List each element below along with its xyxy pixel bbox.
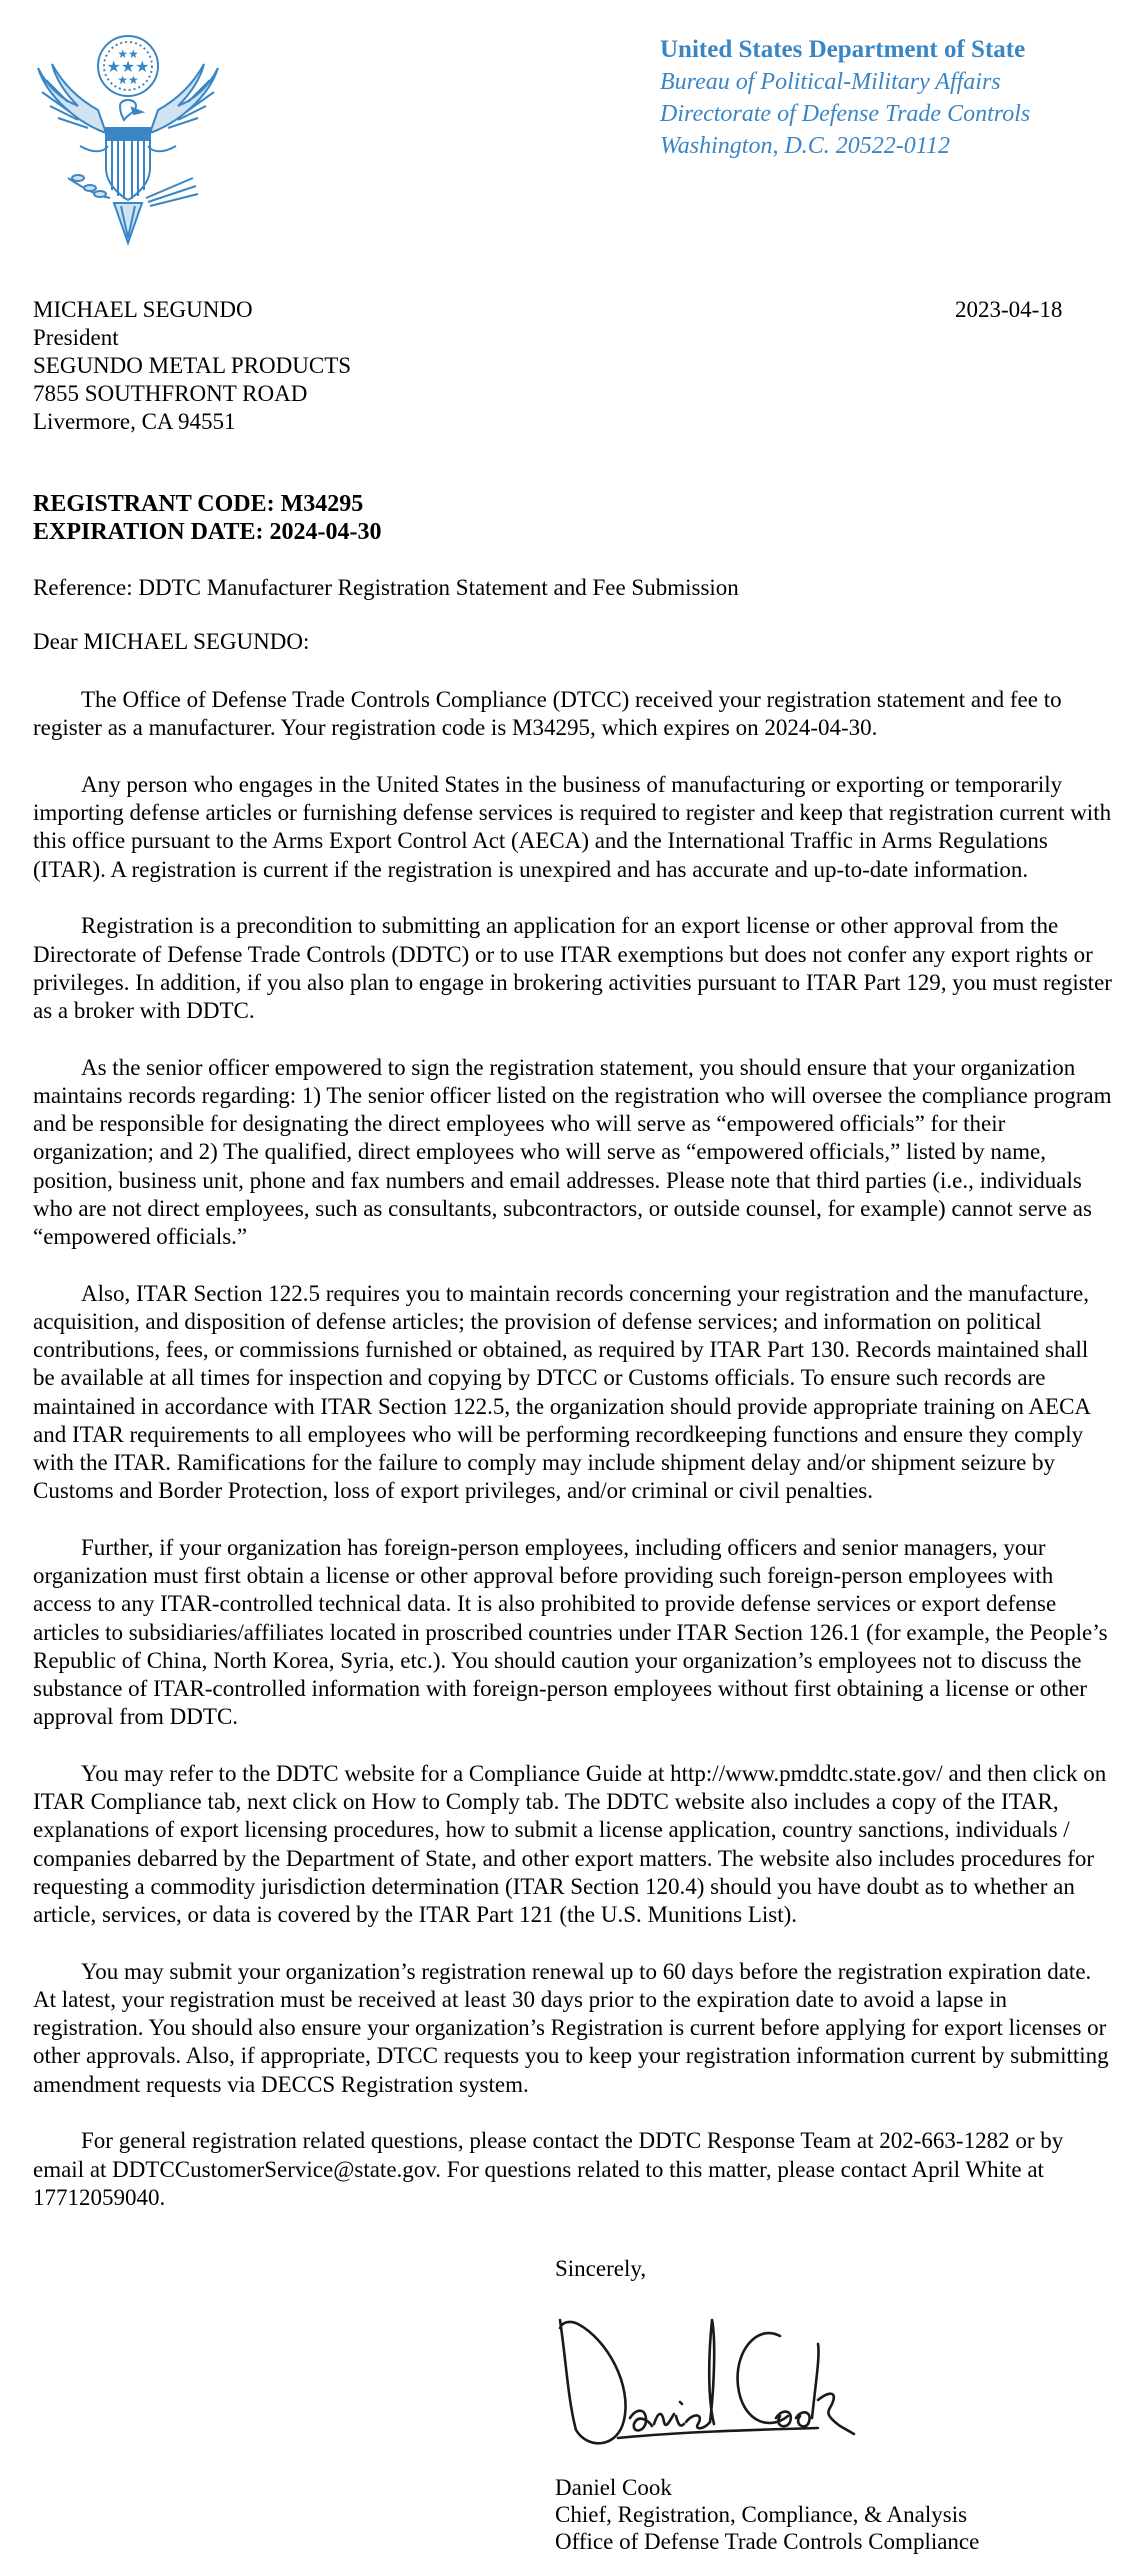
letterhead bbox=[660, 34, 1120, 162]
body-paragraph: For general registration related questions, please contact the DDTC Response Team at 202-663-1282 or by email at DDTCCustomerService@state.gov. For questions related to this matter, please contact April White at 17712059040. bbox=[33, 2128, 1064, 2210]
body-paragraph: Registration is a precondition to submitting an application for an export license or other approval from the Directorate of Defense Trade Controls (DDTC) or to use ITAR exemptions but does not confer any export rights or privileges. In addition, if you also plan to engage in brokering activities pursuant to ITAR Part 129, you must register as a broker with DDTC. bbox=[33, 913, 1112, 1024]
registrant-info bbox=[33, 490, 381, 546]
directorate-name: Directorate of Defense Trade Controls bbox=[660, 101, 1031, 127]
svg-text:★★: ★★ bbox=[117, 47, 139, 61]
body-paragraph: Any person who engages in the United States in the business of manufacturing or exporting or temporarily importing defense articles or furnishing defense services is required to register and keep that registration current with this office pursuant to the Arms Export Control Act (AECA) and the International Traffic in Arms Regulations (ITAR). A registration is current if the registration is unexpired and has accurate and up-to-date information. bbox=[33, 772, 1112, 882]
letterhead-city: Washington, D.C. 20522-0112 bbox=[660, 133, 951, 159]
closing: Sincerely, bbox=[555, 2256, 647, 2281]
svg-text:★★★: ★★★ bbox=[106, 57, 150, 76]
signer-title: Chief, Registration, Compliance, & Analysis bbox=[555, 2502, 968, 2527]
handwritten-signature-icon bbox=[548, 2300, 868, 2460]
expiration-date: EXPIRATION DATE: 2024-04-30 bbox=[33, 519, 382, 545]
body-paragraph: Also, ITAR Section 122.5 requires you to maintain records concerning your registration and the manufacture, acquisition, and disposition of defense articles; the provision of defense services; and information on political contributions, fees, or commissions furnished or obtained, as required by ITAR Part 130. Records maintained shall be available at all times for inspection and copying by DTCC or Customs officials. To ensure such records are maintained in accordance with ITAR Section 122.5, the organization should provide appropriate training on AECA and ITAR requirements to all employees who will be performing recordkeeping functions and ensure they comply with the ITAR. Ramifications for the failure to comply may include shipment delay and/or shipment seizure by Customs and Border Protection, loss of export privileges, and/or criminal or civil penalties. bbox=[33, 1280, 1090, 1504]
svg-text:★★: ★★ bbox=[117, 73, 139, 87]
signer-block bbox=[555, 2474, 979, 2555]
reference-line: Reference: DDTC Manufacturer Registration Statement and Fee Submission bbox=[33, 575, 739, 600]
recipient-company: SEGUNDO METAL PRODUCTS bbox=[33, 353, 352, 378]
recipient-name: MICHAEL SEGUNDO bbox=[33, 297, 253, 322]
letter-body bbox=[33, 686, 1113, 2241]
body-paragraph: The Office of Defense Trade Controls Compliance (DTCC) received your registration statement and fee to register as a manufacturer. Your registration code is M34295, which expires on 2024-04-30. bbox=[33, 687, 1062, 741]
signature bbox=[548, 2300, 868, 2460]
recipient-street: 7855 SOUTHFRONT ROAD bbox=[33, 381, 308, 406]
registrant-code: REGISTRANT CODE: M34295 bbox=[33, 491, 364, 517]
signer-name: Daniel Cook bbox=[555, 2475, 672, 2500]
bureau-name: Bureau of Political-Military Affairs bbox=[660, 69, 1001, 95]
department-name: United States Department of State bbox=[660, 36, 1026, 63]
signer-office: Office of Defense Trade Controls Compliance bbox=[555, 2529, 980, 2554]
salutation: Dear MICHAEL SEGUNDO: bbox=[33, 629, 310, 654]
body-paragraph: You may refer to the DDTC website for a Compliance Guide at http://www.pmddtc.state.gov/ and then click on ITAR Compliance tab, next click on How to Comply tab. The DDTC website also includes a copy of the ITAR, explanations of export licensing procedures, how to submit a license application, country sanctions, individuals / companies debarred by the Department of State, and other export matters. The website also includes procedures for requesting a commodity jurisdiction determination (ITAR Section 120.4) should you have doubt as to whether an article, services, or data is covered by the ITAR Part 121 (the U.S. Munitions List). bbox=[33, 1761, 1107, 1928]
recipient-address bbox=[33, 296, 351, 436]
body-paragraph: Further, if your organization has foreign-person employees, including officers and senior managers, your organization must first obtain a license or other approval before providing such foreign-person employees with access to any ITAR-controlled technical data. It is also prohibited to provide defense services or export defense articles to subsidiaries/affiliates located in proscribed countries under ITAR Section 126.1 (for example, the People’s Republic of China, North Korea, Syria, etc.). You should caution your organization’s employees not to discuss the substance of ITAR-controlled information with foreign-person employees without first obtaining a license or other approval from DDTC. bbox=[33, 1535, 1108, 1730]
recipient-title: President bbox=[33, 325, 119, 350]
eagle-seal-icon bbox=[28, 28, 228, 250]
department-seal bbox=[28, 28, 228, 250]
recipient-city: Livermore, CA 94551 bbox=[33, 409, 236, 434]
letter-date: 2023-04-18 bbox=[955, 297, 1063, 322]
body-paragraph: As the senior officer empowered to sign the registration statement, you should ensure that your organization maintains records regarding: 1) The senior officer listed on the registration who will oversee the compliance program and be responsible for designating the direct employees who will serve as “empowered officials” for their organization; and 2) The qualified, direct employees who will serve as “empowered officials,” listed by name, position, business unit, phone and fax numbers and email addresses. Please note that third parties (i.e., individuals who are not direct employees, such as consultants, subcontractors, or outside counsel, for example) cannot serve as “empowered officials.” bbox=[33, 1054, 1112, 1250]
body-paragraph: You may submit your organization’s registration renewal up to 60 days before the registration expiration date. At latest, your registration must be received at least 30 days prior to the expiration date to avoid a lapse in registration. You should also ensure your organization’s Registration is current before applying for export licenses or other approvals. Also, if appropriate, DTCC requests you to keep your registration information current by submitting amendment requests via DECCS Registration system. bbox=[33, 1958, 1109, 2097]
